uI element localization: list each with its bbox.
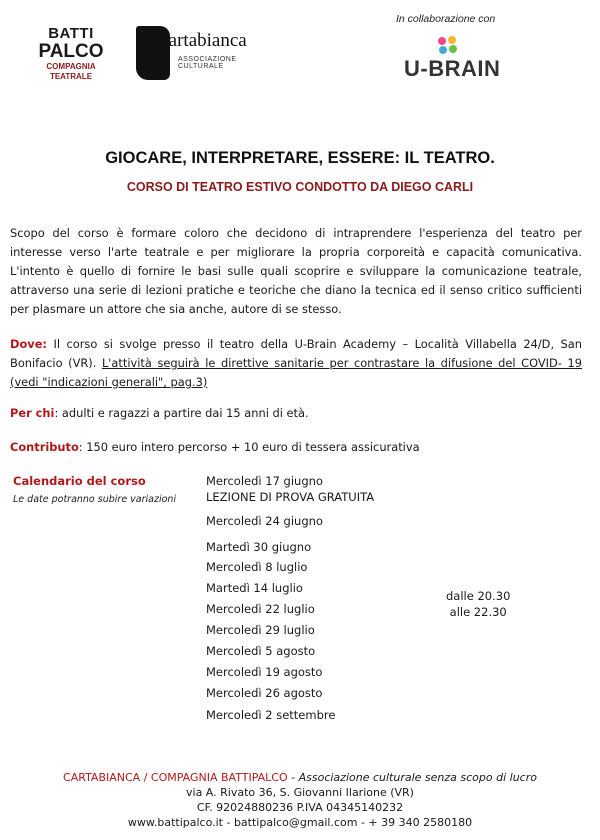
footer-address: via A. Rivato 36, S. Giovanni Ilarione (VR) [186,786,414,799]
calendar-label: Calendario del corso [13,474,146,488]
ubrain-logo-icon [430,34,466,56]
calendar-date: Mercoledì 24 giugno [206,514,323,528]
dove-text: Il corso si svolge presso il teatro della U-Brain Academy – Località Villabella 24/D, San Bonifacio (VR). [10,337,582,370]
battipalco-logo-line2: PALCO [38,41,104,62]
perchi-text: : adulti e ragazzi a partire dai 15 anni di età. [54,406,309,420]
footer-contacts: www.battipalco.it - battipalco@gmail.com - + 39 340 2580180 [127,816,473,829]
ubrain-logo: U-BRAIN [404,56,501,81]
calendar-date: Mercoledì 8 luglio [206,560,308,574]
lesson-hours [446,588,510,620]
footer-fiscal: CF. 92024880236 P.IVA 04345140232 [196,801,404,814]
calendar-date: Mercoledì 2 settembre [206,708,336,722]
calendar-date: Mercoledì 17 giugno [206,474,323,488]
page-subtitle: CORSO DI TEATRO ESTIVO CONDOTTO DA DIEGO CARLI [126,180,474,194]
cartabianca-sub: ASSOCIAZIONE CULTURALE [178,56,237,70]
calendar-date: Mercoledì 26 agosto [206,686,323,700]
hours-start: dalle 20.30 [446,589,511,603]
battipalco-logo-line1: BATTI [48,25,94,42]
intro-paragraph: Scopo del corso è formare coloro che decidono di intraprendere l'esperienza del teatro per interesse verso l'arte teatrale e per migliorare la propria corporeità e capacità comunicativa. L'intento è quello di fornire le basi sulle quali scoprire e sviluppare la comunicazione teatrale, attraverso una serie di lezioni pratiche e teoriche che diano la tecnica ed il senso critico sufficienti per plasmare un attore che sia anche, autore di se stesso. [10,226,582,316]
collab-label: In collaborazione con [396,13,496,25]
footer-org-desc: - Associazione culturale senza scopo di lucro [287,771,537,784]
dove-label: Dove: [10,337,47,351]
battipalco-logo-line3: COMPAGNIA [46,62,96,71]
footer-org [0,770,600,785]
calendar-date-note: LEZIONE DI PROVA GRATUITA [206,490,375,504]
contributo-text: : 150 euro intero percorso + 10 euro di tessera assicurativa [78,440,420,454]
calendar-date: Mercoledì 19 agosto [206,665,323,679]
battipalco-logo [36,26,106,82]
calendar-date: Mercoledì 29 luglio [206,623,315,637]
hours-end: alle 22.30 [449,605,507,619]
contributo-label: Contributo [10,440,79,454]
contributo-paragraph [10,438,582,457]
cartabianca-name: Cartabianca [156,30,247,51]
cartabianca-logo [132,16,254,86]
page-title: GIOCARE, INTERPRETARE, ESSERE: IL TEATRO. [105,149,495,167]
footer-org-name: CARTABIANCA / COMPAGNIA BATTIPALCO [63,771,288,784]
battipalco-logo-line4: TEATRALE [49,72,93,81]
calendar-date: Mercoledì 22 luglio [206,602,315,616]
perchi-paragraph [10,404,582,423]
calendar-date: Martedì 14 luglio [206,581,303,595]
perchi-label: Per chi [10,406,55,420]
calendar-note: Le date potranno subire variazioni [13,494,177,505]
dove-covid-note: L'attività seguirà le direttive sanitarie per contrastare la difusione del COVID- 19 (vedi "indicazioni generali", pag.3) [10,356,583,389]
calendar-date: Mercoledì 5 agosto [206,644,316,658]
dove-paragraph [10,335,582,392]
calendar-date: Martedì 30 giugno [206,540,312,554]
